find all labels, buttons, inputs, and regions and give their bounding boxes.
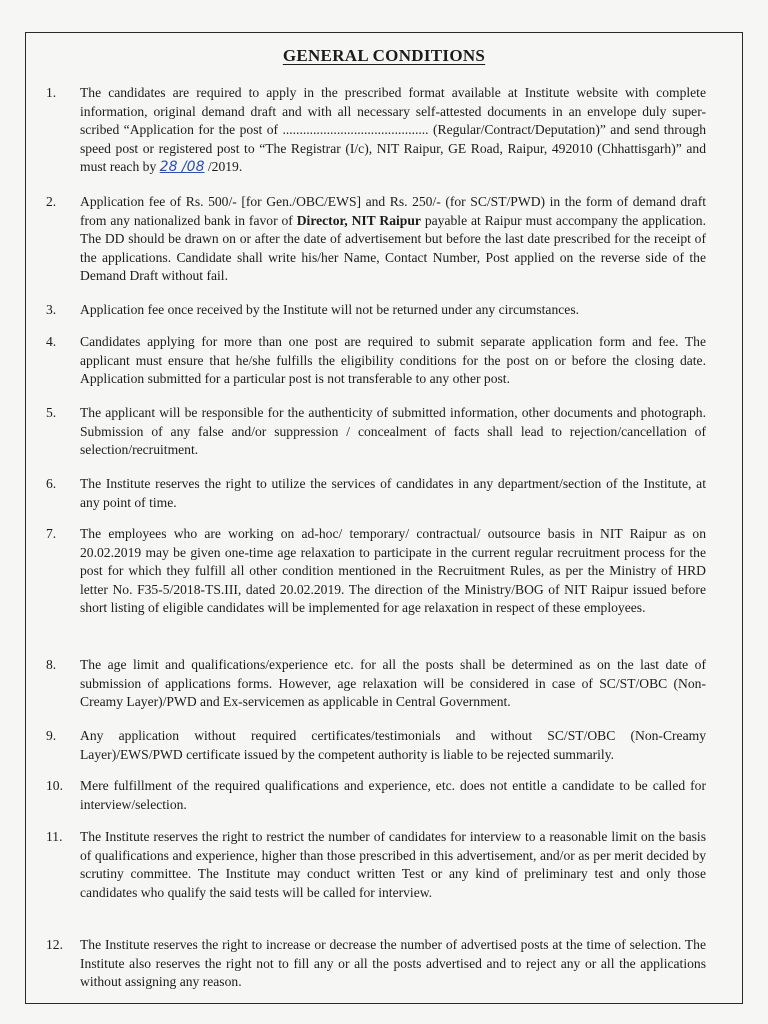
condition-number: 5.: [46, 405, 57, 420]
handwritten-month: 08: [186, 159, 205, 176]
condition-text: The Institute reserves the right to utilize the services of candidates in any department/section of the Institute, at any point of time.: [80, 476, 706, 510]
condition-number: 12.: [46, 937, 63, 952]
condition-item-10: [46, 777, 706, 814]
handwritten-separator: /: [177, 159, 187, 176]
condition-text: Application fee of Rs. 500/- [for Gen./OBC/EWS] and Rs. 250/- (for SC/ST/PWD) in the form of demand draft from any nationalized bank in favor of Director, NIT Raipur payable at Raipur must accompany the application. The DD should be drawn on or after the date of advertisement but before the last date prescribed for the receipt of the applications. Candidate shall write his/her Name, Contact Number, Post applied on the reverse side of the Demand Draft without fail.: [80, 194, 706, 284]
condition-number: 6.: [46, 476, 57, 491]
payee-name: Director, NIT Raipur: [296, 212, 421, 228]
condition-item-12: [46, 936, 706, 992]
page-title: GENERAL CONDITIONS: [282, 46, 486, 65]
condition-item-1: [46, 84, 706, 177]
condition-item-11: [46, 828, 706, 902]
condition-text: The applicant will be responsible for the authenticity of submitted information, other documents and photograph. Submission of any false and/or suppression / concealment of facts shall lead to rejection/cancellation of selection/recruitment.: [80, 405, 706, 458]
condition-item-7: [46, 525, 706, 618]
condition-item-2: [46, 193, 706, 286]
condition-text: Candidates applying for more than one post are required to submit separate application form and fee. The applicant must ensure that he/she fulfills the eligibility conditions for the post on or before the closing date. Application submitted for a particular post is not transferable to any other post.: [80, 334, 706, 387]
condition-number: 11.: [46, 829, 63, 844]
condition-item-5: [46, 404, 706, 460]
handwritten-day: 28: [159, 159, 178, 176]
condition-number: 7.: [46, 526, 57, 541]
condition-number: 8.: [46, 657, 57, 672]
condition-number: 3.: [46, 302, 57, 317]
condition-item-4: [46, 333, 706, 389]
condition-item-8: [46, 656, 706, 712]
condition-number: 4.: [46, 334, 57, 349]
condition-text: The age limit and qualifications/experience etc. for all the posts shall be determined as on the last date of submission of applications forms. However, age relaxation will be considered in case of SC/ST/OBC (Non-Creamy Layer)/PWD and Ex-servicemen as applicable in Central Government.: [80, 657, 706, 710]
condition-item-3: [46, 301, 706, 320]
condition-number: 10.: [46, 778, 63, 793]
condition-text: Any application without required certificates/testimonials and without SC/ST/OBC (Non-Creamy Layer)/EWS/PWD certificate issued by the competent authority is liable to be rejected summarily.: [80, 728, 706, 762]
condition-text: The candidates are required to apply in the prescribed format available at Institute website with complete information, original demand draft and with all necessary self-attested documents in an envelope duly super-scribed “Application for the post of ........................................... (Regular/Contract/Deputation)” and send through speed post or registered post to “The Registrar (I/c), NIT Raipur, GE Road, Raipur, 492010 (Chhattisgarh)” and must reach by 28 /08 /2019.: [80, 85, 706, 176]
condition-number: 2.: [46, 194, 57, 209]
condition-text: The Institute reserves the right to increase or decrease the number of advertised posts at the time of selection. The Institute also reserves the right not to fill any or all the posts advertised and to reject any or all the applications without assigning any reason.: [80, 937, 706, 990]
condition-text: Application fee once received by the Institute will not be returned under any circumstances.: [80, 302, 580, 317]
condition-text: The employees who are working on ad-hoc/ temporary/ contractual/ outsource basis in NIT Raipur as on 20.02.2019 may be given one-time age relaxation to participate in the current regular recruitment process for the post for which they fulfill all other condition mentioned in the Recruitment Rules, as per the Ministry of HRD letter No. F35-5/2018-TS.III, dated 20.02.2019. The direction of the Ministry/BOG of NIT Raipur issued before short listing of eligible candidates will be implemented for age relaxation in respect of these employees.: [80, 526, 706, 616]
condition-number: 9.: [46, 728, 57, 743]
condition-item-9: [46, 727, 706, 764]
condition-number: 1.: [46, 85, 57, 100]
condition-text: The Institute reserves the right to restrict the number of candidates for interview to a reasonable limit on the basis of qualifications and experience, higher than those prescribed in this advertisement, and/or as per merit decided by scrutiny committee. The Institute may conduct written Test or any kind of preliminary test and only those candidates who qualify the said tests will be called for interview.: [80, 829, 706, 900]
condition-item-6: [46, 475, 706, 512]
condition-text: Mere fulfillment of the required qualifications and experience, etc. does not entitle a candidate to be called for interview/selection.: [80, 778, 706, 812]
